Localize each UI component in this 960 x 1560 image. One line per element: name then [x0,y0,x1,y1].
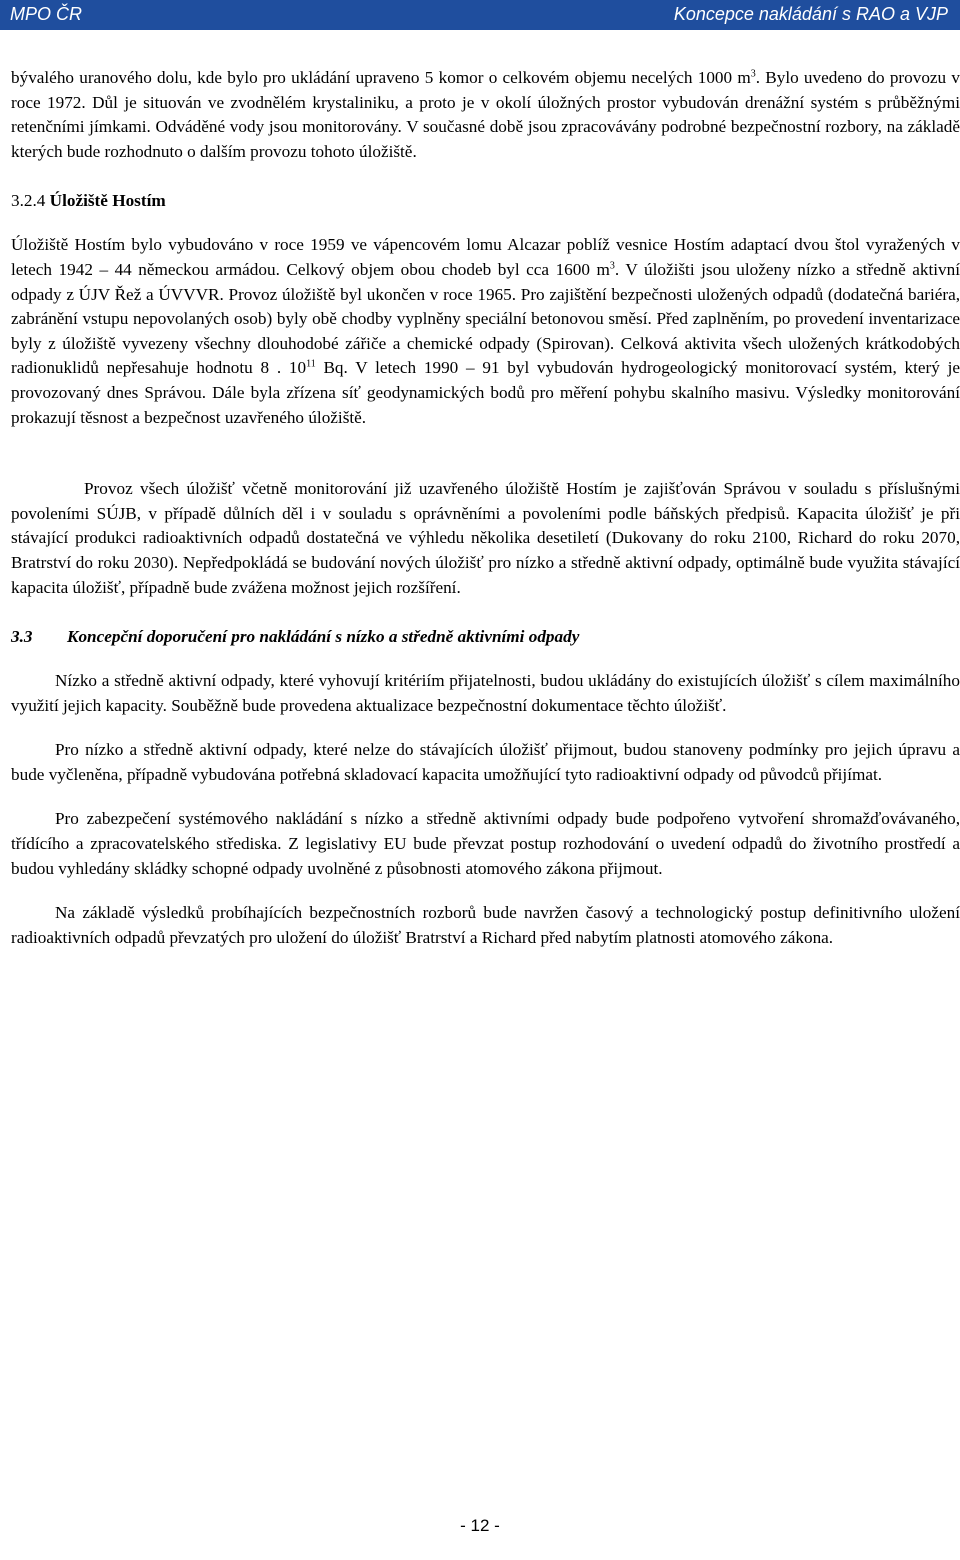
superscript: 3 [750,68,756,80]
header-left-title: MPO ČR [10,4,82,24]
text: bývalého uranového dolu, kde bylo pro ukládání upraveno 5 komor o celkovém objemu necelých 1000 m [11,68,751,87]
superscript: 11 [306,358,316,370]
paragraph-richard-end [11,66,960,164]
superscript: 3 [609,260,615,272]
header-right-title: Koncepce nakládání s RAO a VJP [673,4,948,24]
text: . Bylo uvedeno do provozu v roce 1972. Důl je situován ve zvodnělém krystaliniku, a proto je v okolí úložných prostor vybudován drenážní systém s průběžnými retenčními jímkami. Odváděné vody jsou monitorovány. V současné době jsou zpracovávány podrobné bezpečnostní rozbory, na základě kterých bude rozhodnuto o dalším provozu tohoto úložiště. [11,68,960,161]
section-number: 3.3 [11,627,33,647]
text: . V úložišti jsou uloženy nízko a středně aktivní odpady z ÚJV Řež a ÚVVVR. Provoz úložiště byl ukončen v roce 1965. Pro zajištění bezpečnosti uložených odpadů (dodatečná bariéra, zabránění vstupu nepovolaných osob) byly obě chodby vyplněny speciální betonovou směsí. Před zaplněním, po provedení inventarizace byly z úložiště vyvezeny všechny dlouhodobé zářiče a chemické odpady (Spirovan). Celková aktivita všech uložených krátkodobých radionuklidů nepřesahuje hodnotu 8 . 10 [11,259,960,378]
paragraph-provoz: Provoz všech úložišť včetně monitorování již uzavřeného úložiště Hostím je zajišťován Správou v souladu s příslušnými povoleními SÚJB, v případě důlních děl i v souladu s oprávněními a povoleními podle báňských předpisů. Kapacita úložišť je při stávající produkci radioaktivních odpadů dostatečná ve výhledu několika desetiletí (Dukovany do roku 2100, Richard do roku 2070, Bratrství do roku 2030). Nepředpokládá se budování nových úložišť pro nízko a středně aktivní odpady, optimálně bude využita stávající kapacita úložišť, případně bude zvážena možnost jejich rozšíření. [11,479,960,597]
page-number: - 12 - [460,1516,500,1535]
section-title: Úložiště Hostím [49,191,166,211]
section-heading-3-2-4 [11,189,960,213]
paragraph-recommendation-2: Pro nízko a středně aktivní odpady, které nelze do stávajících úložišť přijmout, budou stanoveny podmínky pro jejich úpravu a bude vyčleněna, případně vybudována potřebná skladovací kapacita umožňující tyto radioaktivní odpady od původců přijímat. [11,740,960,784]
text: Úložiště Hostím bylo vybudováno v roce 1959 ve vápencovém lomu Alcazar poblíž vesnice Hostím adaptací dvou štol vyražených v letech 1942 – 44 německou armádou. Celkový objem obou chodeb byl cca 1600 m [11,235,960,279]
section-heading-3-3 [11,625,960,649]
text: Bq. V letech 1990 – 91 byl vybudován hydrogeologický monitorovací systém, který je provozovaný dnes Správou. Dále byla zřízena síť geodynamických bodů pro měření pohybu skalního masivu. Výsledky monitorování prokazují těsnost a bezpečnost uzavřeného úložiště. [11,358,960,427]
paragraph-recommendation-1: Nízko a středně aktivní odpady, které vyhovují kritériím přijatelnosti, budou ukládány do existujících úložišť s cílem maximálního využití jejich kapacity. Souběžně bude provedena aktualizace bezpečnostní dokumentace těchto úložišť. [11,671,960,715]
section-number: 3.2.4 [11,191,46,211]
paragraph-recommendation-3: Pro zabezpečení systémového nakládání s nízko a středně aktivními odpady bude podpořeno vytvoření shromažďovávaného, třídícího a zpracovatelského střediska. Z legislativy EU bude převzat postup rozhodování o uvedení odpadů do životního prostředí a budou vyhledány skládky schopné odpady uvolněné z působnosti atomového zákona přijmout. [11,809,960,878]
section-title: Koncepční doporučení pro nakládání s nízko a středně aktivními odpady [67,627,580,647]
page-header [0,0,960,30]
document-body [11,66,960,950]
paragraph-hostim [11,233,960,430]
paragraph-recommendation-4: Na základě výsledků probíhajících bezpečnostních rozborů bude navržen časový a technologický postup definitivního uložení radioaktivních odpadů převzatých pro uložení do úložišť Bratrství a Richard před nabytím platnosti atomového zákona. [11,903,960,947]
